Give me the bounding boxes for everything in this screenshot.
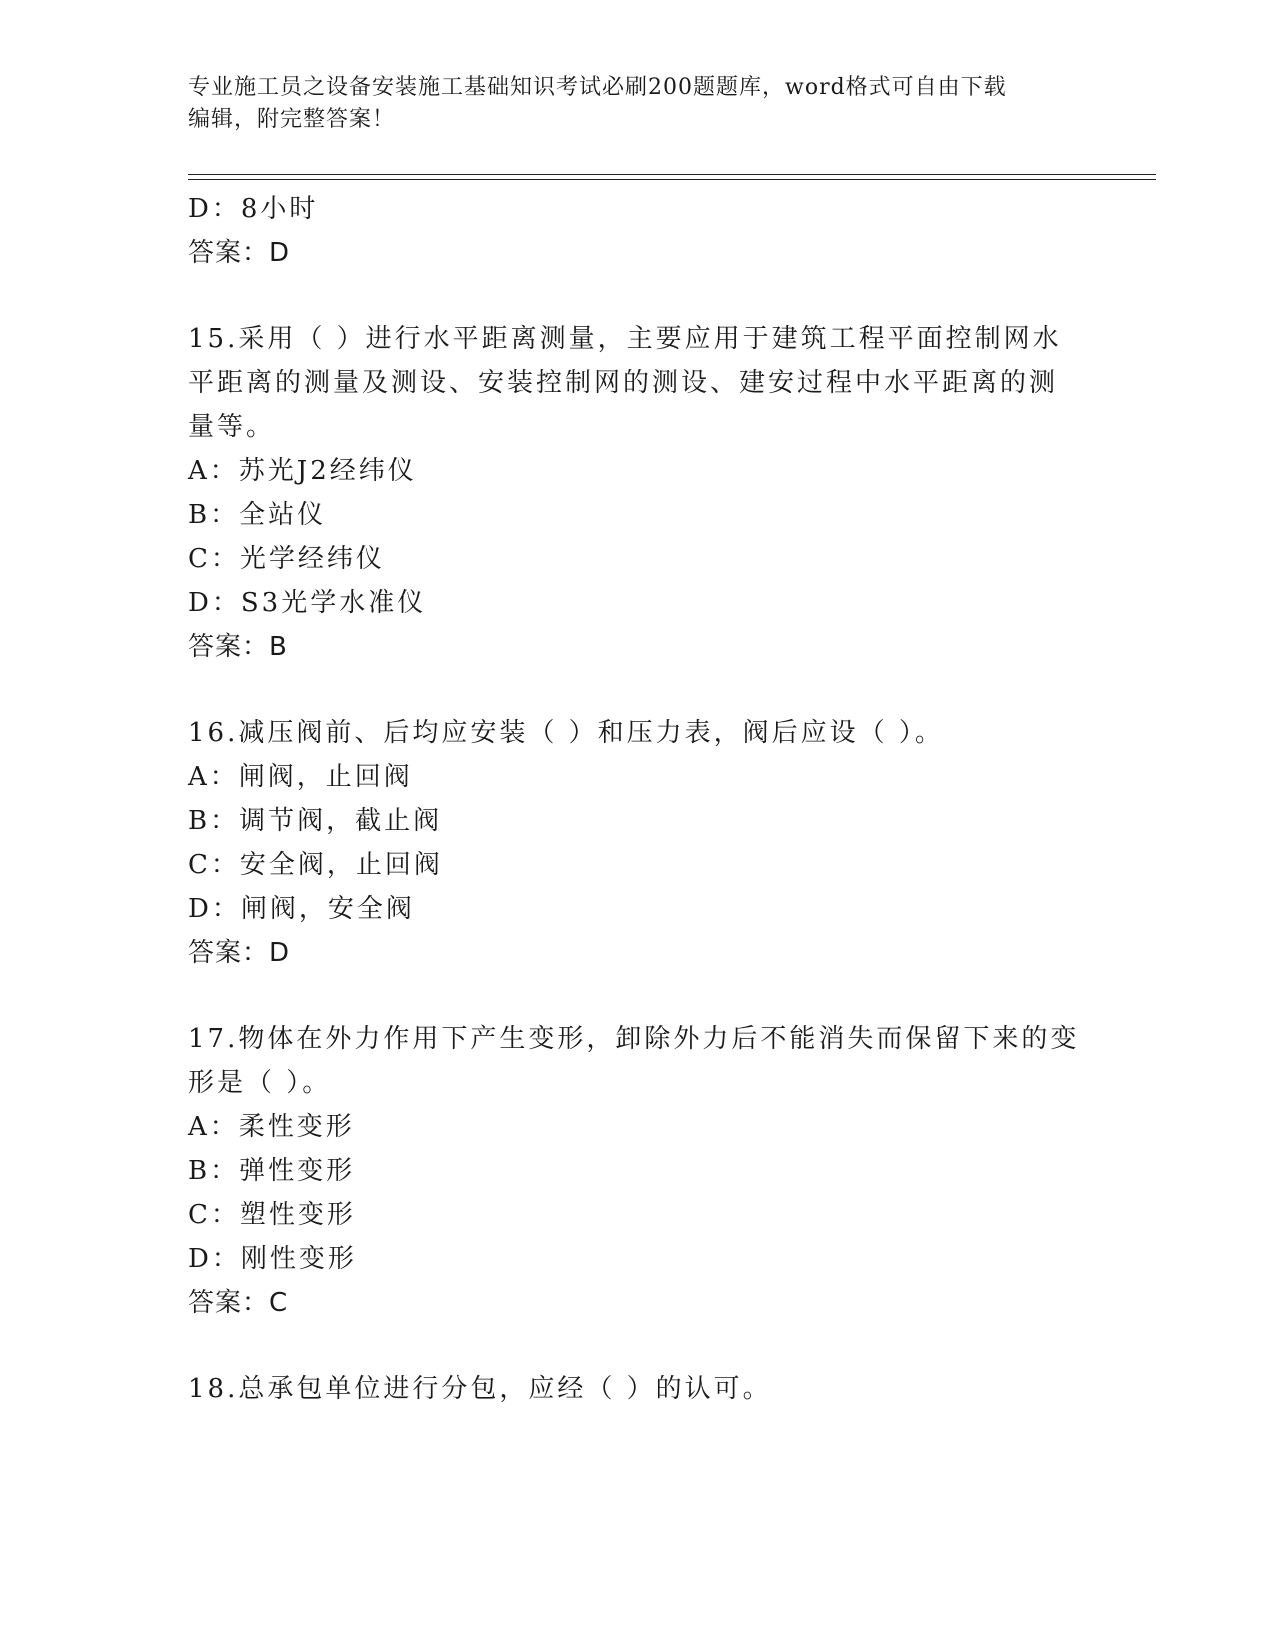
q16-stem-line1: 16.减压阀前、后均应安装（ ）和压力表，阀后应设（ ）。 bbox=[188, 718, 944, 748]
q14-option-d: D：8小时 bbox=[188, 194, 319, 224]
q16-option-a: A：闸阀，止回阀 bbox=[188, 762, 413, 792]
q15-stem-line2: 平距离的测量及测设、安装控制网的测设、建安过程中水平距离的测 bbox=[188, 368, 1059, 398]
q18-stem-line1: 18.总承包单位进行分包，应经（ ）的认可。 bbox=[188, 1374, 772, 1404]
q15-answer: 答案：B bbox=[188, 632, 288, 662]
q17-answer: 答案：C bbox=[188, 1288, 289, 1318]
q15-option-c: C：光学经纬仪 bbox=[188, 544, 385, 574]
header-title-line1: 专业施工员之设备安装施工基础知识考试必刷200题题库，word格式可自由下载 bbox=[188, 75, 1007, 100]
q17-stem-line2: 形是（ ）。 bbox=[188, 1068, 332, 1098]
q15-option-b: B：全站仪 bbox=[188, 500, 327, 530]
q16-option-d: D：闸阀，安全阀 bbox=[188, 894, 415, 924]
q16-option-b: B：调节阀，截止阀 bbox=[188, 806, 443, 836]
q17-stem-line1: 17.物体在外力作用下产生变形，卸除外力后不能消失而保留下来的变 bbox=[188, 1024, 1080, 1054]
header-divider-bottom bbox=[188, 179, 1156, 180]
q14-answer: 答案：D bbox=[188, 238, 291, 268]
q15-stem-line3: 量等。 bbox=[188, 412, 276, 442]
q17-option-c: C：塑性变形 bbox=[188, 1200, 356, 1230]
q15-option-a: A：苏光J2经纬仪 bbox=[188, 456, 417, 486]
q16-answer: 答案：D bbox=[188, 938, 291, 968]
header-divider-top bbox=[188, 174, 1156, 175]
q17-option-a: A：柔性变形 bbox=[188, 1112, 355, 1142]
header-title-line2: 编辑，附完整答案！ bbox=[188, 107, 396, 132]
page-header bbox=[188, 72, 1088, 136]
q17-option-b: B：弹性变形 bbox=[188, 1156, 356, 1186]
q17-option-d: D：刚性变形 bbox=[188, 1244, 357, 1274]
q16-option-c: C：安全阀，止回阀 bbox=[188, 850, 443, 880]
q15-stem-line1: 15.采用（ ）进行水平距离测量，主要应用于建筑工程平面控制网水 bbox=[188, 324, 1062, 354]
q15-option-d: D：S3光学水准仪 bbox=[188, 588, 427, 618]
